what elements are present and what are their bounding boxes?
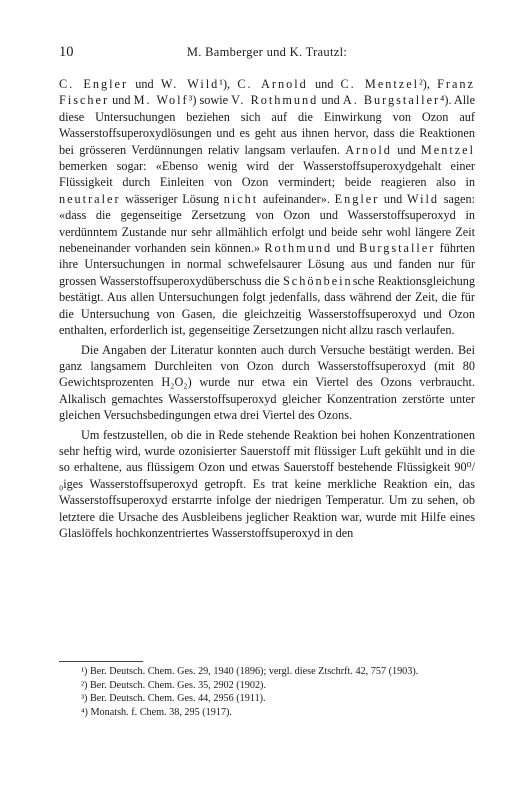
text-run: und — [379, 191, 407, 206]
spaced-name: A. Burgstaller — [342, 93, 441, 108]
text-run: und — [391, 142, 421, 157]
body-text — [59, 76, 475, 541]
spaced-name: neutraler — [59, 191, 121, 206]
paragraph — [59, 342, 475, 424]
footnote: ²) Ber. Deutsch. Chem. Ges. 35, 2902 (1902). — [81, 679, 266, 691]
text-run: aufeinander». — [258, 191, 335, 206]
text-run: ²), — [419, 77, 438, 91]
text-run: ⁴). Alle diese Untersuchungen beziehen sich auf die Einwirkung von Ozon auf Wasserstoffsuperoxydlösungen und es geht aus ihnen hervor, dass die Reaktionen bei grösseren Verdünnungen relativ langsam verlaufen. — [59, 93, 476, 157]
spaced-name: Engler — [334, 191, 380, 206]
spaced-name: Arnold — [345, 142, 392, 157]
spaced-name: W. Wild — [160, 77, 220, 91]
text-run: wässeriger Lösung — [120, 191, 224, 206]
spaced-name: C. Engler — [59, 77, 129, 91]
spaced-name: nicht — [223, 191, 259, 206]
footnote: ⁴) Monatsh. f. Chem. 38, 295 (1917). — [81, 706, 232, 718]
text-run: und — [307, 77, 341, 91]
page-number: 10 — [59, 44, 74, 60]
text-run: führten ihre Untersuchungen in normal schwefelsaurer Lösung aus und fanden nur für grossen Wasserstoffsuperoxydüberschuss die — [59, 241, 475, 288]
text-run: ¹), — [219, 77, 238, 91]
spaced-name: Franz Fischer — [59, 77, 475, 108]
page-header — [59, 44, 475, 60]
spaced-name: V. Rothmund — [231, 93, 319, 108]
text-run: bemerken sogar: «Ebenso wenig wird der Wasserstoffsuperoxydgehalt einer Flüssigkeit durch Einleiten von Ozon vermindert; beide reagieren also in — [59, 159, 475, 190]
spaced-name: Rothmund — [264, 241, 333, 256]
footnote: ¹) Ber. Deutsch. Chem. Ges. 29, 1940 (1896); vergl. diese Ztschrft. 42, 757 (1903). — [81, 666, 419, 677]
footnotes — [59, 665, 475, 719]
spaced-name: M. Wolf — [133, 93, 189, 108]
text-run: und — [128, 77, 161, 91]
spaced-name: Wild — [407, 191, 440, 206]
spaced-name: C. Arnold — [237, 77, 308, 91]
running-title: M. Bamberger und K. Trautzl: — [186, 45, 348, 59]
footnote: ³) Ber. Deutsch. Chem. Ges. 44, 2956 (1911). — [81, 693, 266, 705]
paragraph — [59, 76, 475, 339]
spaced-name: Schönbein — [282, 273, 353, 288]
text-run: und — [318, 93, 343, 108]
spaced-name: C. Mentzel — [340, 77, 420, 91]
paragraph — [59, 427, 475, 542]
text-run: und — [332, 241, 360, 256]
text-run: sagen: «dass die gegenseitige Zersetzung von Ozon und Wasserstoffsuperoxyd in verdünntem Zustande nur sehr allmählich erfolgt und beide sehr wohl längere Zeit nebeneinander vorhanden sein können.» — [59, 191, 475, 256]
text-run: ³) sowie — [188, 93, 232, 108]
spaced-name: Burgstaller — [359, 241, 436, 256]
text-run: und — [109, 93, 134, 108]
text-run: Um festzustellen, ob die in Rede stehende Reaktion bei hohen Konzentrationen sehr heftig wird, wurde ozonisierter Sauerstoff mit flüssiger Luft gekühlt und in die so erhaltene, aus flüssigem Ozon und etwas Sauerstoff bestehende Flüssigkeit 90⁰/₀iges Wasserstoffsuperoxyd getropft. Es trat keine merkliche Reaktion ein, das Wasserstoffsuperoxyd erstarrte infolge der niedrigen Temperatur. Um zu sehen, ob letztere die Ursache des Ausbleibens jeglicher Reaktion war, wurde mit Hilfe eines Glaslöffels hochkonzentriertes Wasserstoffsuperoxyd in den — [59, 427, 475, 540]
text-run: sche Reaktionsgleichung bestätigt. Aus allen Untersuchungen folgt jedenfalls, dass während der Zeit, die für die Untersuchung von Gasen, die gleichzeitig Wasserstoffsuperoxyd und Ozon enthalten, erforderlich ist, gegenseitige Zersetzungen nicht allzu rasch verlaufen. — [59, 273, 475, 338]
text-run: Die Angaben der Literatur konnten auch durch Versuche bestätigt werden. Bei ganz langsamem Durchleiten von Ozon durch Wasserstoffsuperoxyd (mit 80 Gewichtsprozenten H₂O₂) wurde nur etwa ein Viertel des Ozons verbraucht. Alkalisch gemachtes Wasserstoffsuperoxyd gleicher Konzentration zerstörte unter gleichen Versuchsbedingungen etwa drei Viertel des Ozons. — [59, 342, 475, 423]
spaced-name: Mentzel — [420, 142, 476, 157]
footnote-divider — [59, 661, 143, 662]
